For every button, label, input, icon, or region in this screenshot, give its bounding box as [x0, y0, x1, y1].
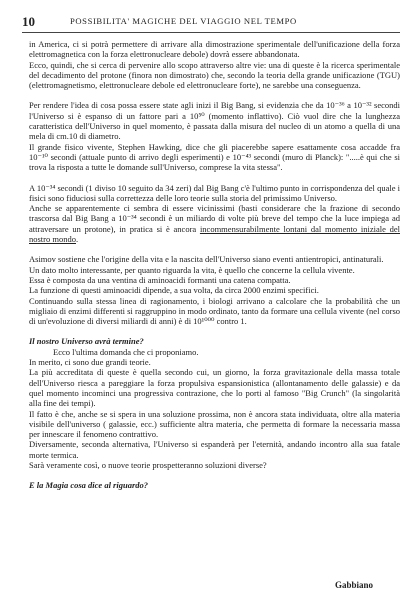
paragraph: Essa è composta da una ventina di aminoacidi formanti una catena compatta.: [29, 274, 291, 285]
article-body: [29, 39, 400, 491]
paragraph: Diversamente, seconda alternativa, l'Universo si espanderà per l'eternità, andando incontro alla sua fatale morte termica.: [29, 439, 400, 460]
paragraph: Ecco, quindi, che si cerca di pervenire allo scopo attraverso altre vie: una di queste è la ricerca sperimentale del decadimento del protone (finora non dimostrato) che, secondo la teoria della grande unificazione (TGU) (elettromagnetismo, elettronucleare debole ed elettronucleare forte), ne sarebbe una conseguenza.: [29, 59, 400, 91]
paragraph: Continuando sulla stessa linea di ragionamento, i biologi arrivano a calcolare che la probabilità che un migliaio di enzimi differenti si raggruppino in modo ordinato, tanto da formare una cellula vivente (nel corso di un'evoluzione di diversi miliardi di anni) è di 10¹⁰⁰⁰ contro 1.: [29, 295, 400, 327]
paragraph: Sarà veramente così, o nuove teorie prospetteranno soluzioni diverse?: [29, 459, 267, 470]
page-header: [22, 14, 400, 33]
text-after: .: [76, 234, 79, 245]
paragraph-with-underline: [29, 203, 400, 244]
signature: Gabbiano: [335, 580, 374, 590]
paragraph: in America, ci si potrà permettere di arrivare alla dimostrazione sperimentale dell'unificazione della forza elettromagnetica con la forza elettronucleare debole) dovrà essere abbandonata.: [29, 39, 400, 60]
section-heading: E la Magia cosa dice al riguardo?: [29, 480, 149, 491]
page-number: 10: [22, 14, 35, 29]
paragraph: Asimov sostiene che l'origine della vita e la nascita dell'Universo siano eventi antientropici, antinaturali.: [29, 254, 384, 265]
paragraph: A 10⁻³⁴ secondi (1 diviso 10 seguito da 34 zeri) dal Big Bang c'è l'ultimo punto in corrispondenza del quale i fisici sono fiduciosi sulla correttezza delle loro teorie sulla storia del primissimo Universo.: [29, 182, 400, 203]
running-title: POSSIBILITA' MAGICHE DEL VIAGGIO NEL TEMPO: [70, 16, 297, 26]
paragraph: Ecco l'ultima domanda che ci proponiamo.: [53, 346, 199, 357]
paragraph: La più accreditata di queste è quella secondo cui, un giorno, la forza gravitazionale della massa totale dell'Universo riesca a pareggiare la forza propulsiva espansionistica (allontanamento delle galassie) e da quel momento incominci una progressiva contrazione, che lo porti al famoso "Big Crunch" (la singolarità alla fine dei tempi).: [29, 367, 400, 409]
paragraph: Il grande fisico vivente, Stephen Hawking, dice che gli piacerebbe sapere esattamente cosa accadde fra 10⁻¹⁰ secondi (attuale punto di arrivo degli esperimenti) e 10⁻⁴³ secondi (muro di Planck): ".....è qui che si trova la risposta a tutte le domande sull'Universo, comprese la vita stessa".: [29, 141, 400, 173]
paragraph: Per rendere l'idea di cosa possa essere state agli inizi il Big Bang, si evidenzia che da 10⁻³⁶ a 10⁻³² secondi l'Universo si è espanso di un fattore pari a 10⁵⁰ (momento inflattivo). Ciò vuol dire che la lunghezza caratteristica dell'Universo in quel momento, è passata dalla misura del nucleo di un atomo a quella di una mela di cm.10 di diametro.: [29, 100, 400, 142]
underlined-text: incommensurabilmente lontani dal momento iniziale del nostro mondo: [29, 223, 400, 245]
paragraph: Il fatto è che, anche se si spera in una soluzione prossima, non è ancora stata individuata, oltre alla materia visibile dell'universo ( galassie, ecc.) sufficiente altra materia, che permetta di formare la necessaria massa per innescare il fenomeno contrattivo.: [29, 408, 400, 440]
paragraph: In merito, ci sono due grandi teorie.: [29, 357, 151, 368]
paragraph: Un dato molto interessante, per quanto riguarda la vita, è quello che concerne la cellula vivente.: [29, 264, 355, 275]
paragraph: La funzione di questi aminoacidi dipende, a sua volta, da circa 2000 enzimi specifici.: [29, 285, 319, 296]
text-before: Anche se apparentemente ci sembra di essere vicinissimi (basti considerare che la frazione di secondo trascorsa dal Big Bang a 10⁻³⁴ secondi è un miliardo di volte più breve del tempo che la luce impiega ad attraversare un protone), in pratica si è ancora: [29, 203, 400, 234]
section-heading: Il nostro Universo avrà termine?: [29, 336, 144, 347]
